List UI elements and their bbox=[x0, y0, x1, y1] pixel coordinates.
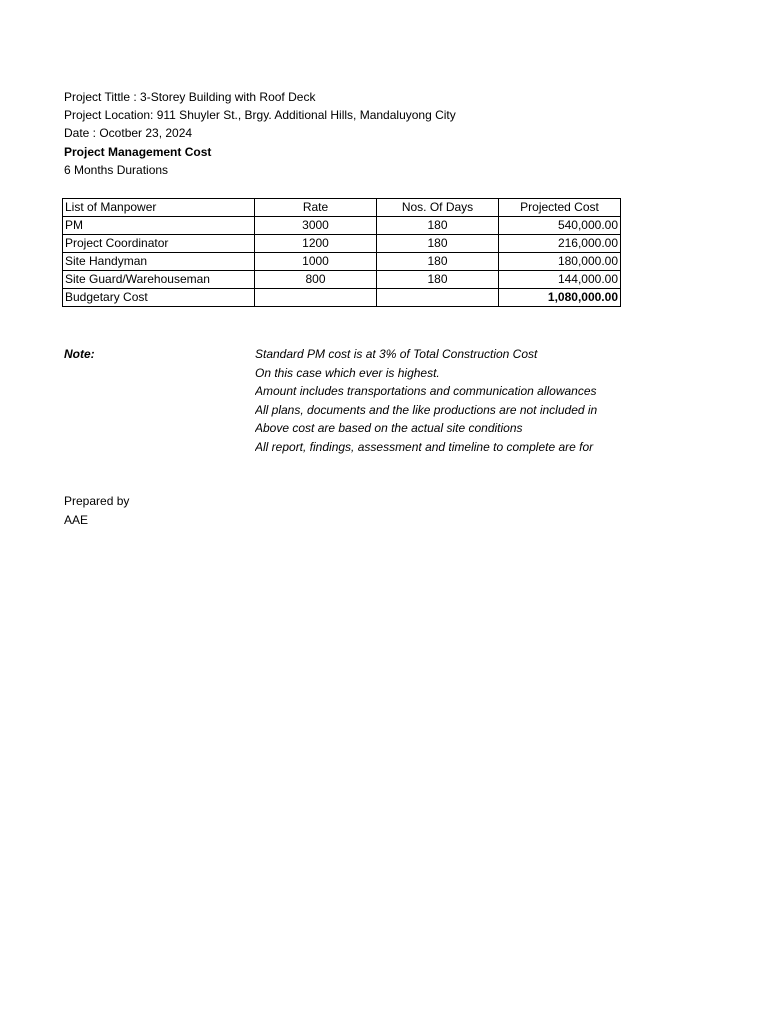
cost-cell: 540,000.00 bbox=[499, 217, 621, 235]
total-row bbox=[63, 289, 621, 307]
cost-cell: 144,000.00 bbox=[499, 271, 621, 289]
days-cell: 180 bbox=[377, 235, 499, 253]
table-row bbox=[63, 235, 621, 253]
cost-cell: 180,000.00 bbox=[499, 253, 621, 271]
prepared-by-label: Prepared by bbox=[64, 494, 130, 508]
note-line: On this case which ever is highest. bbox=[255, 365, 440, 380]
days-cell: 180 bbox=[377, 217, 499, 235]
note-line: Above cost are based on the actual site conditions bbox=[255, 421, 523, 435]
days-cell: 180 bbox=[377, 253, 499, 271]
project-title: Project Tittle : 3-Storey Building with Roof Deck bbox=[64, 90, 316, 104]
rate-cell: 3000 bbox=[255, 217, 377, 235]
table-row bbox=[63, 271, 621, 289]
rate-cell: 1200 bbox=[255, 235, 377, 253]
note-line: Standard PM cost is at 3% of Total Construction Cost bbox=[255, 347, 538, 361]
rate-cell: 1000 bbox=[255, 253, 377, 271]
cost-cell: 216,000.00 bbox=[499, 235, 621, 253]
table-row bbox=[63, 217, 621, 235]
table-header-row bbox=[63, 199, 621, 217]
note-lines bbox=[255, 345, 616, 456]
note-line: All plans, documents and the like productions are not included in bbox=[255, 402, 598, 417]
note-label: Note: bbox=[64, 347, 95, 361]
note-line: Amount includes transportations and communication allowances bbox=[255, 384, 597, 398]
column-header-manpower: List of Manpower bbox=[63, 199, 255, 217]
column-header-days: Nos. Of Days bbox=[377, 199, 499, 217]
manpower-cell: PM bbox=[63, 217, 255, 235]
table-row bbox=[63, 253, 621, 271]
column-header-cost: Projected Cost bbox=[499, 199, 621, 217]
total-label: Budgetary Cost bbox=[63, 289, 255, 307]
manpower-cell: Site Handyman bbox=[63, 253, 255, 271]
rate-cell: 800 bbox=[255, 271, 377, 289]
days-cell: 180 bbox=[377, 271, 499, 289]
preparer-name: AAE bbox=[64, 513, 89, 527]
project-date: Date : Ocotber 23, 2024 bbox=[64, 126, 193, 140]
manpower-cell: Project Coordinator bbox=[63, 235, 255, 253]
project-location: Project Location: 911 Shuyler St., Brgy. Additional Hills, Mandaluyong City bbox=[64, 108, 456, 122]
section-title: Project Management Cost bbox=[64, 145, 212, 159]
total-rate-cell bbox=[255, 289, 377, 307]
manpower-cell: Site Guard/Warehouseman bbox=[63, 271, 255, 289]
total-days-cell bbox=[377, 289, 499, 307]
total-cost: 1,080,000.00 bbox=[499, 289, 621, 307]
note-line: All report, findings, assessment and timeline to complete are for bbox=[255, 439, 594, 454]
column-header-rate: Rate bbox=[255, 199, 377, 217]
manpower-cost-table bbox=[62, 198, 621, 307]
duration-text: 6 Months Durations bbox=[64, 163, 169, 177]
